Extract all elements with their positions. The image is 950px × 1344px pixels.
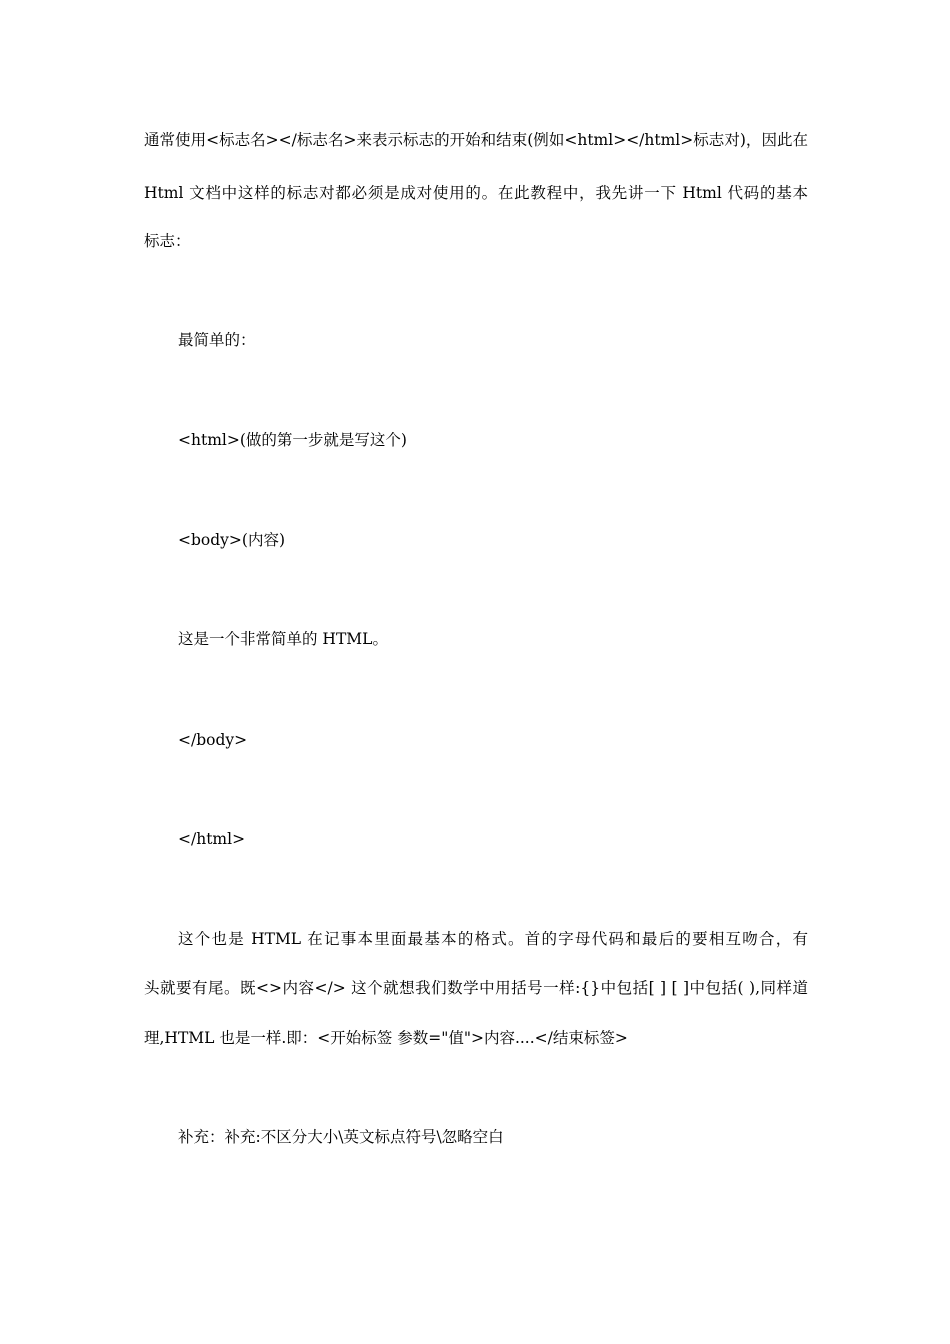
code-content: 这是一个非常简单的 HTML。 (178, 630, 388, 648)
simplest-label: 最简单的： (178, 331, 256, 349)
code-body-close: </body> (178, 731, 248, 749)
intro-line-1: 通常使用<标志名></标志名>来表示标志的开始和结束(例如<html></html>标志对)，因此在 (144, 131, 808, 149)
code-html-close: </html> (178, 830, 246, 848)
code-html-open: <html>(做的第一步就是写这个) (178, 431, 407, 449)
code-body-open: <body>(内容) (178, 531, 286, 549)
intro-line-3: 标志： (144, 232, 191, 250)
intro-line-2: Html 文档中这样的标志对都必须是成对使用的。在此教程中，我先讲一下 Html 代码的基本 (144, 184, 808, 202)
supplement-note: 补充：补充:不区分大小\英文标点符号\忽略空白 (178, 1128, 504, 1146)
explanation-line-2: 头就要有尾。既<>内容</> 这个就想我们数学中用括号一样:{}中包括[ ] [ ]中包括( ),同样道 (144, 979, 808, 997)
explanation-line-3: 理,HTML 也是一样.即：<开始标签 参数="值">内容....</结束标签> (144, 1029, 628, 1047)
explanation-line-1: 这个也是 HTML 在记事本里面最基本的格式。首的字母代码和最后的要相互吻合，有 (178, 930, 808, 948)
